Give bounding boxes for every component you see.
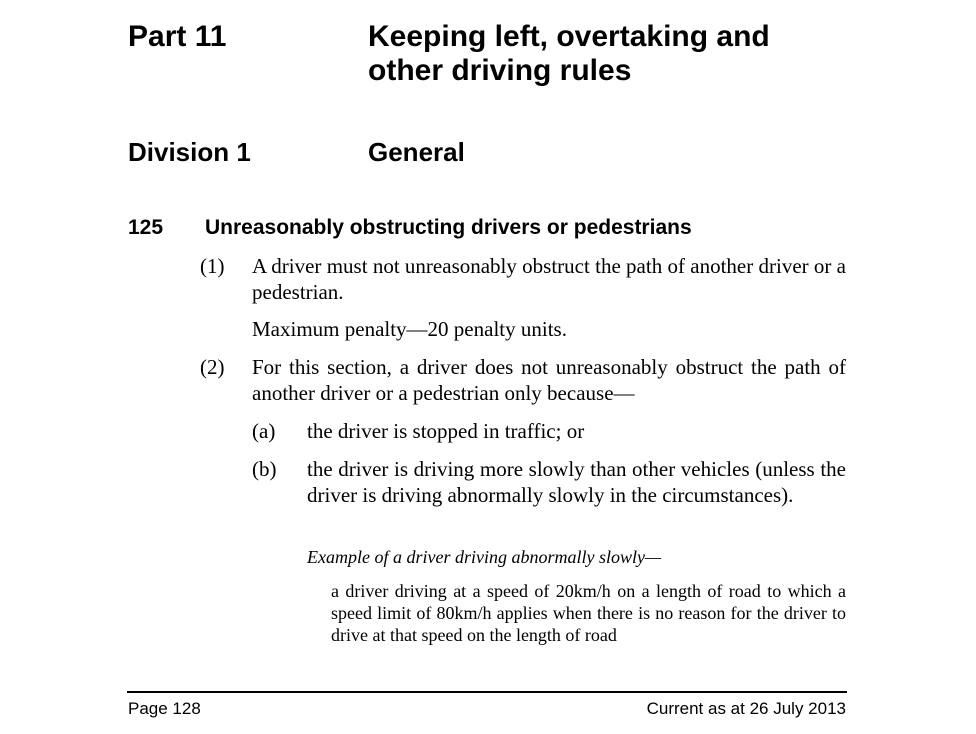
footer-divider — [127, 691, 847, 693]
example-text: a driver driving at a speed of 20km/h on a length of road to which a speed limit of 80km/h applies when there is no reason for the driver to drive at that speed on the length of road — [331, 581, 846, 645]
subsection-1-text: A driver must not unreasonably obstruct the path of another driver or a pedestrian. — [252, 254, 846, 304]
division-title: General — [368, 137, 465, 167]
subsection-2-text: For this section, a driver does not unreasonably obstruct the path of another driver or a pedestrian only because— — [252, 355, 846, 405]
section-number: 125 — [128, 216, 164, 239]
subsection-1-number: (1) — [200, 254, 225, 278]
paragraph-a-number: (a) — [252, 419, 276, 443]
example-heading: Example of a driver driving abnormally slowly— — [307, 547, 661, 567]
paragraph-b-number: (b) — [252, 457, 277, 481]
paragraph-a-text: the driver is stopped in traffic; or — [307, 419, 585, 443]
currency-date: Current as at 26 July 2013 — [646, 699, 846, 718]
division-label: Division 1 — [128, 137, 251, 167]
part-title: Keeping left, overtaking and other driving rules — [368, 20, 770, 87]
penalty-text: Maximum penalty—20 penalty units. — [252, 317, 567, 341]
part-label: Part 11 — [128, 20, 227, 53]
section-heading: Unreasonably obstructing drivers or pedestrians — [205, 216, 692, 239]
subsection-2-number: (2) — [200, 355, 225, 379]
paragraph-b-text: the driver is driving more slowly than other vehicles (unless the driver is driving abnormally slowly in the circumstances). — [307, 457, 846, 507]
page-number: Page 128 — [128, 699, 201, 718]
